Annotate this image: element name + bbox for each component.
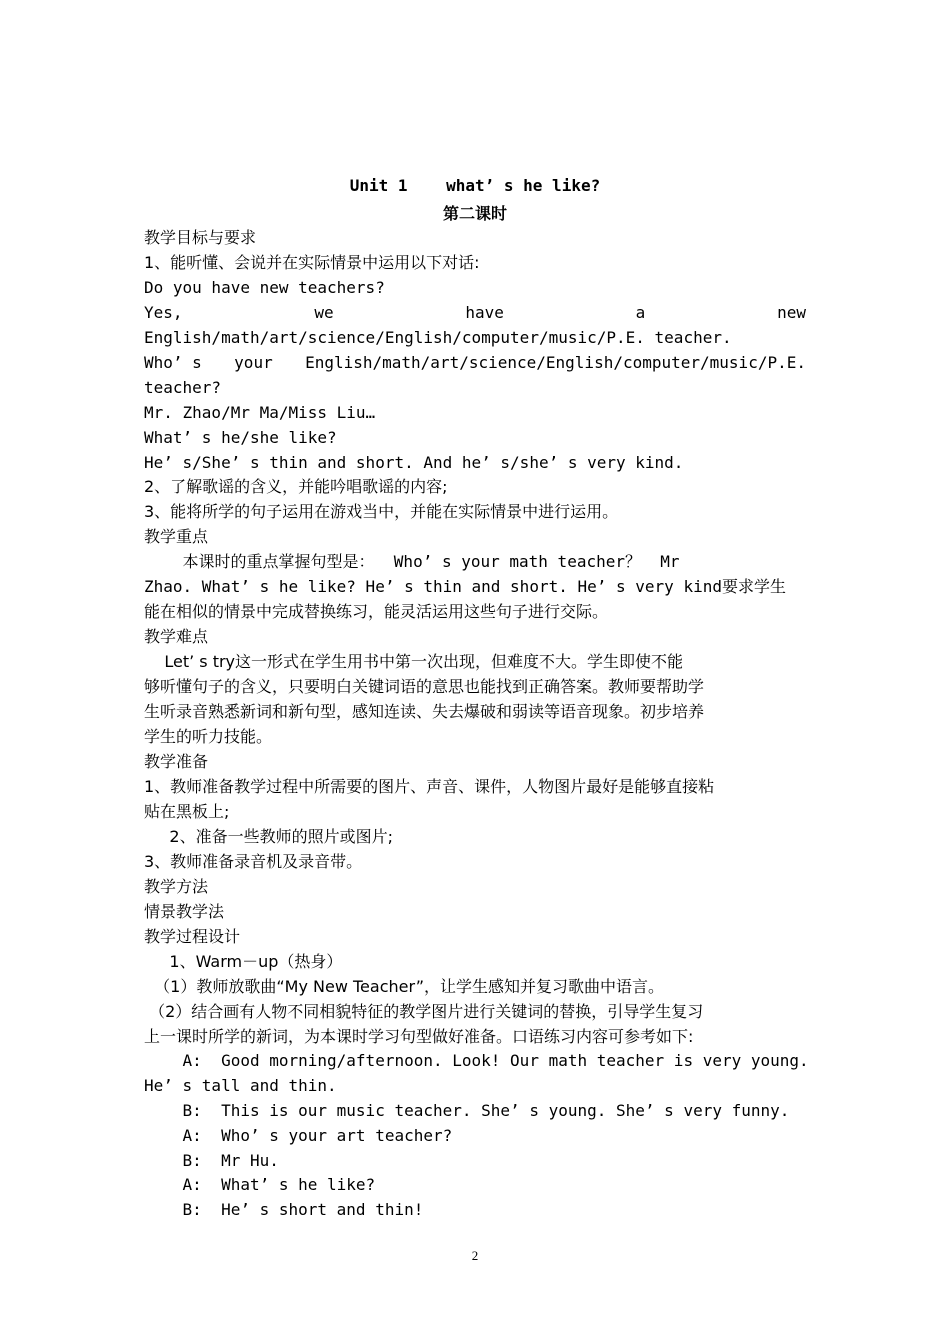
text-line: He’ s/She’ s thin and short. And he’ s/she’ s very kind. [144,453,684,472]
text-line: 贴在黑板上; [144,802,230,821]
page-number: 2 [471,1248,479,1263]
text-line: teacher? [144,378,222,397]
text-line: Do you have new teachers? [144,278,385,297]
text-line: Zhao. What’ s he like? He’ s thin and short. He’ s very kind要求学生 [144,577,786,596]
word: new [777,303,806,322]
section-heading-preparation: 教学准备 [144,752,209,771]
text-line: 2、了解歌谣的含义，并能吟唱歌谣的内容; [144,477,448,496]
section-heading-key-points: 教学重点 [144,527,209,546]
section-heading-methods: 教学方法 [144,877,209,896]
dialogue-line: B: This is our music teacher. She’ s young. She’ s very funny. [144,1101,790,1120]
dialogue-line: A: Who’ s your art teacher? [144,1126,453,1145]
text-line: （2）结合画有人物不同相貌特征的教学图片进行关键词的替换，引导学生复习 [144,1002,704,1021]
lesson-subtitle: 第二课时 [442,204,507,223]
dialogue-line: A: Good morning/afternoon. Look! Our math teacher is very young. [144,1051,809,1070]
word: a [635,303,646,322]
dialogue-line: A: What’ s he like? [144,1175,376,1194]
section-heading-objectives: 教学目标与要求 [144,228,257,247]
unit-title: Unit 1 what’ s he like? [349,176,601,195]
text-line: 能在相似的情景中完成替换练习，能灵活运用这些句子进行交际。 [144,602,609,621]
text-line: 情景教学法 [144,902,225,921]
text-line: 1、教师准备教学过程中所需要的图片、声音、课件，人物图片最好是能够直接粘 [144,777,715,796]
word: have [465,303,504,322]
text-line: Let’ s try这一形式在学生用书中第一次出现，但难度不大。学生即使不能 [144,652,684,671]
dialogue-line: He’ s tall and thin. [144,1076,337,1095]
text-line: 3、教师准备录音机及录音带。 [144,852,363,871]
text-line: 本课时的重点掌握句型是： Who’ s your math teacher？ Mr [144,552,680,571]
text-line: 2、准备一些教师的照片或图片; [144,827,394,846]
text-line: 学生的听力技能。 [144,727,273,746]
text-line-justified [144,300,806,325]
text-line: 1、能听懂、会说并在实际情景中运用以下对话: [144,253,480,272]
word: we [314,303,334,322]
text-line: （1）教师放歌曲“My New Teacher”，让学生感知并复习歌曲中语言。 [144,977,665,996]
text-line-justified [144,350,806,375]
dialogue-line: B: He’ s short and thin! [144,1200,424,1219]
word: English/math/art/science/English/computer/music/P.E. [305,353,806,372]
word: your [234,353,273,372]
text-line: 够听懂句子的含义，只要明白关键词语的意思也能找到正确答案。教师要帮助学 [144,677,705,696]
text-line: 生听录音熟悉新词和新句型，感知连读、失去爆破和弱读等语音现象。初步培养 [144,702,705,721]
word: Who’ s [144,353,202,372]
text-line: 3、能将所学的句子运用在游戏当中，并能在实际情景中进行运用。 [144,502,619,521]
section-heading-difficulties: 教学难点 [144,627,209,646]
text-line: Mr. Zhao/Mr Ma/Miss Liu… [144,403,376,422]
text-line: What’ s he/she like? [144,428,337,447]
section-heading-process: 教学过程设计 [144,927,241,946]
dialogue-line: B: Mr Hu. [144,1151,279,1170]
text-line: 1、Warm－up（热身） [144,952,343,971]
text-line: English/math/art/science/English/computer/music/P.E. teacher. [144,328,732,347]
word: Yes, [144,303,183,322]
text-line: 上一课时所学的新词，为本课时学习句型做好准备。口语练习内容可参考如下: [144,1027,694,1046]
